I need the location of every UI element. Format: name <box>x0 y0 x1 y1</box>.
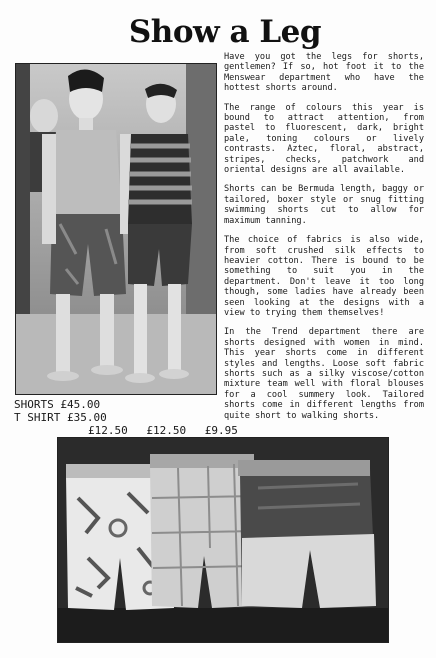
tshirt-price: T SHIRT £35.00 <box>14 411 107 424</box>
boxer-prices <box>88 424 250 437</box>
shorts-price: SHORTS £45.00 <box>14 398 101 411</box>
boxer-price-1: £12.50 <box>88 424 128 437</box>
mannequins-photo <box>15 63 217 395</box>
price-list <box>14 398 107 424</box>
paragraph-5: In the Trend department there are shorts designed with women in mind. This year shorts come in different styles and lengths. Loose soft fabric shorts such as a silky viscose/cotton mixture team well with floral blouses for a cool summery look. Tailored shorts come in different lengths from quite short to walking shorts. <box>224 327 424 421</box>
paragraph-4: The choice of fabrics is also wide, from soft crushed silk effects to heavier cotton. There is bound to be something to suit you in the department. Don't leave it too long though, some ladies have already been seen looking at the designs with a view to trying them themselves! <box>224 235 424 318</box>
mannequins-illustration <box>16 64 216 394</box>
page-title: Show a Leg <box>128 14 322 50</box>
boxer-shorts-illustration <box>58 438 388 642</box>
boxer-shorts-photo <box>57 437 389 643</box>
paragraph-1: Have you got the legs for shorts, gentlemen? If so, hot foot it to the Menswear department who have the hottest shorts around. <box>224 52 424 94</box>
boxer-price-2: £12.50 <box>146 424 187 437</box>
boxer-price-3: £9.95 <box>204 424 238 437</box>
paragraph-3: Shorts can be Bermuda length, baggy or tailored, boxer style or snug fitting swimming shorts cut to allow for maximum tanning. <box>224 184 424 226</box>
paragraph-2: The range of colours this year is bound to attract attention, from pastel to fluorescent, dark, bright pale, toning colours or lively contrasts. Aztec, floral, abstract, stripes, checks, patchwork and oriental designs are all available. <box>224 102 424 176</box>
article-body <box>224 52 424 430</box>
